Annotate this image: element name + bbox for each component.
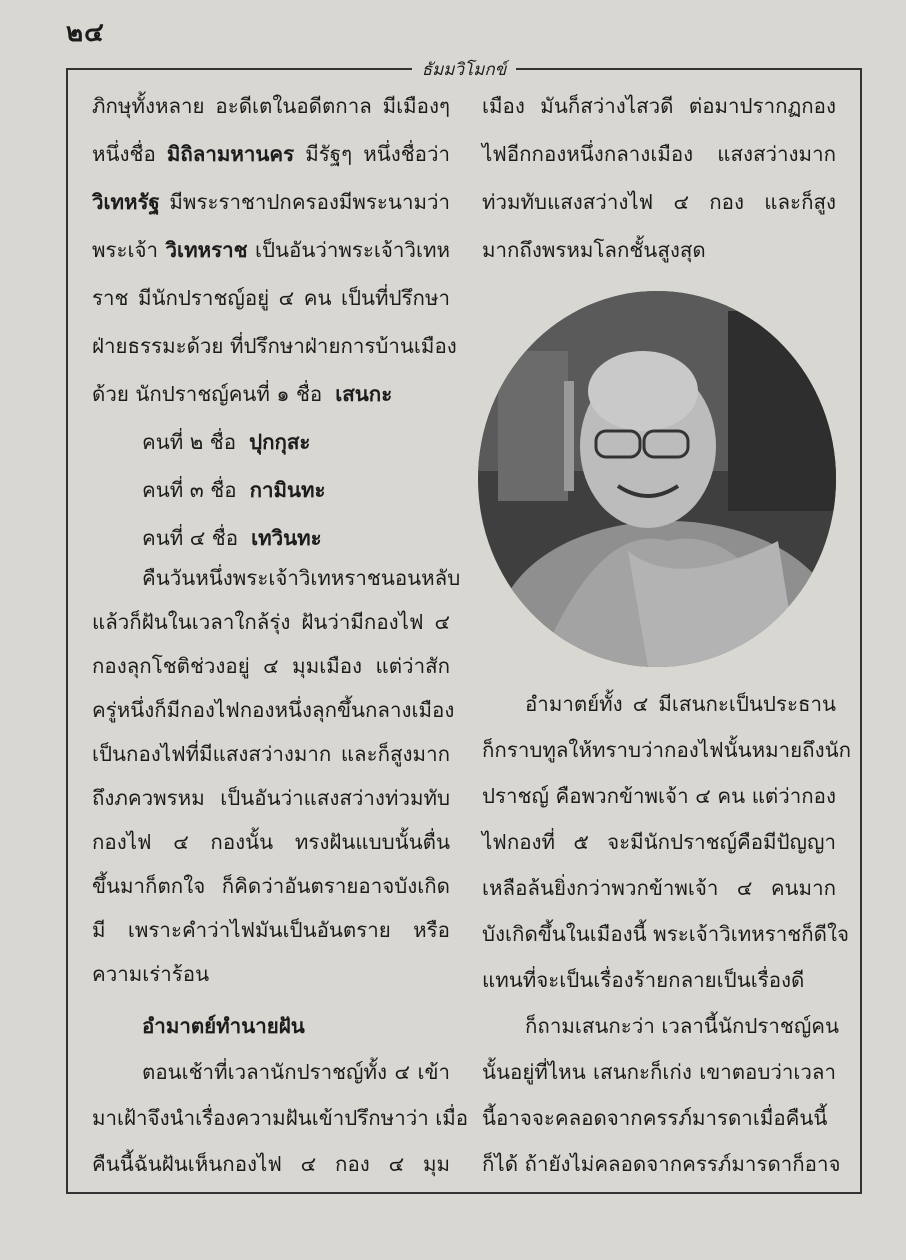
text-line: แล้วก็ฝันในเวลาใกล้รุ่ง ฝันว่ามีกองไฟ ๔ <box>92 610 450 634</box>
text-line: ถึงภควพรหม เป็นอันว่าแสงสว่างท่วมทับ <box>92 786 450 810</box>
text-line: หนึ่งชื่อ มิถิลามหานคร มีรัฐๆ หนึ่งชื่อว่า <box>92 142 450 166</box>
text-line: ราช มีนักปราชญ์อยู่ ๔ คน เป็นที่ปรึกษา <box>92 286 450 310</box>
text-line: คืนวันหนึ่งพระเจ้าวิเทหราชนอนหลับ <box>142 566 461 590</box>
text-line: ปราชญ์ คือพวกข้าพเจ้า ๔ คน แต่ว่ากอง <box>482 784 836 808</box>
text-line: คืนนี้ฉันฝันเห็นกองไฟ ๔ กอง ๔ มุม <box>92 1152 450 1176</box>
text-line: ตอนเช้าที่เวลานักปราชญ์ทั้ง ๔ เข้า <box>142 1060 450 1084</box>
text-line: ก็กราบทูลให้ทราบว่ากองไฟนั้นหมายถึงนัก <box>482 738 852 762</box>
text-line: มากถึงพรหมโลกชั้นสูงสุด <box>482 238 706 262</box>
text-line: ภิกษุทั้งหลาย อะดีเตในอดีตกาล มีเมืองๆ <box>92 94 450 118</box>
text-line: นั้นอยู่ที่ไหน เสนกะก็เก่ง เขาตอบว่าเวลา <box>482 1060 836 1084</box>
text-line: เป็นกองไฟที่มีแสงสว่างมาก และก็สูงมาก <box>92 742 450 766</box>
text-line: ครู่หนึ่งก็มีกองไฟกองหนึ่งลุกขึ้นกลางเมือง <box>92 698 455 722</box>
text-line: ฝ่ายธรรมะด้วย ที่ปรึกษาฝ่ายการบ้านเมือง <box>92 334 457 358</box>
text-line: ขึ้นมาก็ตกใจ ก็คิดว่าอันตรายอาจบังเกิด <box>92 874 450 898</box>
text-line: นี้อาจจะคลอดจากครรภ์มารดาเมื่อคืนนี้ <box>482 1106 828 1130</box>
text-line: กองไฟ ๔ กองนั้น ทรงฝันแบบนั้นตื่น <box>92 830 450 854</box>
text-line: วิเทหรัฐ มีพระราชาปกครองมีพระนามว่า <box>92 190 450 214</box>
text-line: มาเฝ้าจึงนำเรื่องความฝันเข้าปรึกษาว่า เมื่อ <box>92 1106 469 1130</box>
text-line: ด้วย นักปราชญ์คนที่ ๑ ชื่อ เสนกะ <box>92 382 393 406</box>
text-line: ท่วมทับแสงสว่างไฟ ๔ กอง และก็สูง <box>482 190 836 214</box>
text-line: เหลือล้นยิ่งกว่าพวกข้าพเจ้า ๔ คนมาก <box>482 876 836 900</box>
section-heading: อำมาตย์ทำนายฝัน <box>142 1014 305 1038</box>
text-line: ก็ถามเสนกะว่า เวลานี้นักปราชญ์คน <box>525 1014 840 1038</box>
portrait-image <box>478 291 836 667</box>
text-line: พระเจ้า วิเทหราช เป็นอันว่าพระเจ้าวิเทห <box>92 238 450 262</box>
text-line: บังเกิดขึ้นในเมืองนี้ พระเจ้าวิเทหราชก็ดีใจ <box>482 922 849 946</box>
text-line: ไฟอีกกองหนึ่งกลางเมือง แสงสว่างมาก <box>482 142 836 166</box>
text-line: ความเร่าร้อน <box>92 962 210 986</box>
text-line: มี เพราะคำว่าไฟมันเป็นอันตราย หรือ <box>92 918 450 942</box>
page-number: ๒๔ <box>66 18 105 48</box>
text-line: อำมาตย์ทั้ง ๔ มีเสนกะเป็นประธาน <box>525 692 836 716</box>
monk-portrait-photo <box>478 291 836 667</box>
text-line: คนที่ ๒ ชื่อ ปุกกุสะ <box>142 430 311 454</box>
text-line: ก็ได้ ถ้ายังไม่คลอดจากครรภ์มารดาก็อาจ <box>482 1152 841 1176</box>
text-line: แทนที่จะเป็นเรื่องร้ายกลายเป็นเรื่องดี <box>482 968 805 992</box>
text-line: เมือง มันก็สว่างไสวดี ต่อมาปรากฏกอง <box>482 94 836 118</box>
text-line: กองลุกโชติช่วงอยู่ ๔ มุมเมือง แต่ว่าสัก <box>92 654 450 678</box>
text-line: คนที่ ๔ ชื่อ เทวินทะ <box>142 526 322 550</box>
text-line: ไฟกองที่ ๕ จะมีนักปราชญ์คือมีปัญญา <box>482 830 836 854</box>
text-line: คนที่ ๓ ชื่อ กามินทะ <box>142 478 326 502</box>
book-title: ธัมมวิโมกข์ <box>421 60 507 80</box>
